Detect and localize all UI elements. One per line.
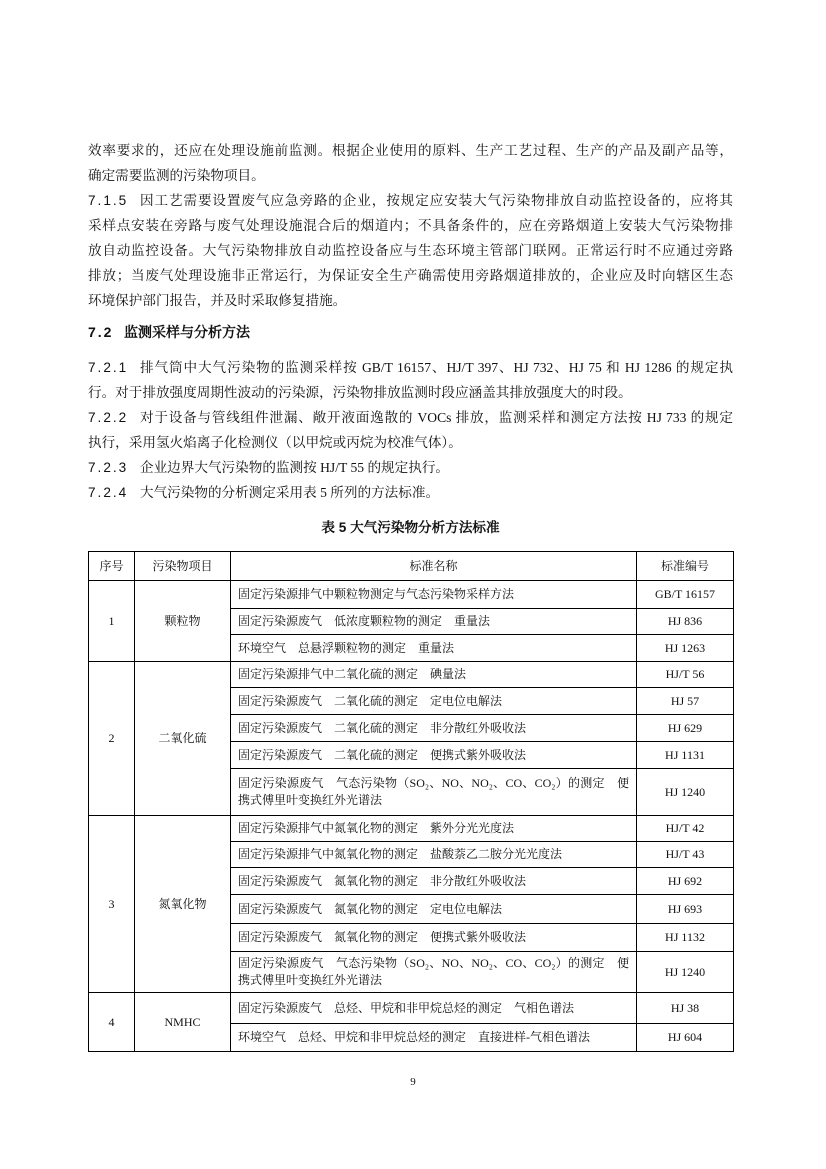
group-serial-no: 4	[89, 993, 135, 1052]
standard-code: HJ 836	[637, 609, 734, 635]
section-title: 监测采样与分析方法	[124, 324, 250, 340]
standard-name: 固定污染源排气中氮氧化物的测定 紫外分光光度法	[231, 816, 637, 842]
paragraph-text: 行。对于排放强度周期性波动的污染源，污染物排放监测时段应涵盖其排放强度大的时段。	[88, 385, 632, 400]
table-row	[89, 581, 734, 609]
standard-code: HJ/T 56	[637, 662, 734, 688]
standard-name: 固定污染源废气 氮氧化物的测定 便携式紫外吸收法	[231, 924, 637, 952]
table-row	[89, 662, 734, 688]
standard-code: HJ/T 43	[637, 842, 734, 868]
standard-code: HJ 1240	[637, 952, 734, 993]
clause-number: 7.2.3	[88, 460, 129, 475]
paragraph-text: 排放；当废气处理设施非正常运行，为保证安全生产确需使用旁路烟道排放的，企业应及时向辖区生态	[88, 268, 733, 283]
paragraph-text: 排气筒中大气污染物的监测采样按 GB/T 16157、HJ/T 397、HJ 732、HJ 75 和 HJ 1286 的规定执	[140, 360, 733, 375]
header-standard-name: 标准名称	[231, 552, 637, 581]
paragraph-line	[88, 163, 733, 188]
paragraph-text: 因工艺需要设置废气应急旁路的企业，按规定应安装大气污染物排放自动监控设备的，应将其	[140, 193, 733, 208]
standard-code: HJ 57	[637, 688, 734, 715]
standard-name: 固定污染源废气 二氧化硫的测定 定电位电解法	[231, 688, 637, 715]
standard-name: 固定污染源废气 氮氧化物的测定 定电位电解法	[231, 895, 637, 924]
paragraph-text: 大气污染物的分析测定采用表 5 所列的方法标准。	[140, 485, 440, 500]
standard-name: 固定污染源废气 低浓度颗粒物的测定 重量法	[231, 609, 637, 635]
table-header-row	[89, 552, 734, 581]
standard-name: 固定污染源排气中二氧化硫的测定 碘量法	[231, 662, 637, 688]
clause-7-2-1-line	[88, 355, 733, 380]
header-pollutant: 污染物项目	[135, 552, 231, 581]
clause-7-2-2-line	[88, 405, 733, 430]
standard-code: HJ 693	[637, 895, 734, 924]
paragraph-text: 采样点安装在旁路与废气处理设施混合后的烟道内；不具备条件的，应在旁路烟道上安装大气污染物排	[88, 218, 733, 233]
standard-name: 固定污染源排气中氮氧化物的测定 盐酸萘乙二胺分光光度法	[231, 842, 637, 868]
clause-number: 7.2.4	[88, 485, 129, 500]
section-number: 7.2	[88, 324, 114, 340]
paragraph-text: 确定需要监测的污染物项目。	[88, 168, 265, 183]
clause-number: 7.2.1	[88, 360, 129, 375]
standard-code: HJ 604	[637, 1024, 734, 1052]
standard-name: 环境空气 总悬浮颗粒物的测定 重量法	[231, 635, 637, 662]
standard-code: HJ 1263	[637, 635, 734, 662]
paragraph-text: 企业边界大气污染物的监测按 HJ/T 55 的规定执行。	[140, 460, 450, 475]
standard-code: GB/T 16157	[637, 581, 734, 609]
standard-name: 固定污染源废气 二氧化硫的测定 非分散红外吸收法	[231, 715, 637, 742]
table-row	[89, 993, 734, 1024]
standard-name: 固定污染源排气中颗粒物测定与气态污染物采样方法	[231, 581, 637, 609]
clause-7-1-5-line	[88, 288, 733, 313]
table-row	[89, 816, 734, 842]
page-number: 9	[410, 1076, 416, 1088]
standards-table	[88, 551, 734, 1052]
header-standard-code: 标准编号	[637, 552, 734, 581]
header-serial-no: 序号	[89, 552, 135, 581]
standard-name: 固定污染源废气 氮氧化物的测定 非分散红外吸收法	[231, 868, 637, 895]
standard-code: HJ 1132	[637, 924, 734, 952]
clause-7-1-5-line	[88, 188, 733, 213]
standard-name: 环境空气 总烃、甲烷和非甲烷总烃的测定 直接进样-气相色谱法	[231, 1024, 637, 1052]
clause-7-2-4-line	[88, 480, 733, 505]
standard-code: HJ 692	[637, 868, 734, 895]
group-serial-no: 2	[89, 662, 135, 816]
standard-code: HJ 38	[637, 993, 734, 1024]
group-pollutant: 氮氧化物	[135, 816, 231, 993]
standard-name: 固定污染源废气 二氧化硫的测定 便携式紫外吸收法	[231, 742, 637, 769]
clause-7-2-1-line	[88, 380, 733, 405]
clause-7-1-5-line	[88, 213, 733, 238]
standard-name: 固定污染源废气 总烃、甲烷和非甲烷总烃的测定 气相色谱法	[231, 993, 637, 1024]
section-heading-7-2	[88, 320, 733, 345]
body-block-top	[88, 138, 733, 313]
standard-name: 固定污染源废气 气态污染物（SO₂、NO、NO₂、CO、CO₂）的测定 便携式傅里叶变换红外光谱法	[231, 952, 637, 993]
clause-7-2-3-line	[88, 455, 733, 480]
standard-name: 固定污染源废气 气态污染物（SO₂、NO、NO₂、CO、CO₂）的测定 便携式傅里叶变换红外光谱法	[231, 769, 637, 816]
body-block-clauses	[88, 355, 733, 505]
group-pollutant: 二氧化硫	[135, 662, 231, 816]
standard-code: HJ 1131	[637, 742, 734, 769]
standard-code: HJ 629	[637, 715, 734, 742]
clause-7-2-2-line	[88, 430, 733, 455]
paragraph-text: 环境保护部门报告，并及时采取修复措施。	[88, 293, 347, 308]
table-title: 表 5 大气污染物分析方法标准	[321, 520, 500, 535]
paragraph-text: 执行，采用氢火焰离子化检测仪（以甲烷或丙烷为校准气体）。	[88, 435, 462, 450]
group-serial-no: 3	[89, 816, 135, 993]
standard-code: HJ 1240	[637, 769, 734, 816]
group-serial-no: 1	[89, 581, 135, 662]
section-heading	[88, 320, 733, 345]
paragraph-text: 效率要求的，还应在处理设施前监测。根据企业使用的原料、生产工艺过程、生产的产品及副产品等，	[88, 143, 733, 158]
group-pollutant: NMHC	[135, 993, 231, 1052]
clause-number: 7.1.5	[88, 193, 129, 208]
paragraph-text: 对于设备与管线组件泄漏、敞开液面逸散的 VOCs 排放，监测采样和测定方法按 HJ 733 的规定	[140, 410, 733, 425]
group-pollutant: 颗粒物	[135, 581, 231, 662]
clause-7-1-5-line	[88, 238, 733, 263]
paragraph-text: 放自动监控设备。大气污染物排放自动监控设备应与生态环境主管部门联网。正常运行时不应通过旁路	[88, 243, 733, 258]
paragraph-line	[88, 138, 733, 163]
clause-7-1-5-line	[88, 263, 733, 288]
standard-code: HJ/T 42	[637, 816, 734, 842]
clause-number: 7.2.2	[88, 410, 129, 425]
